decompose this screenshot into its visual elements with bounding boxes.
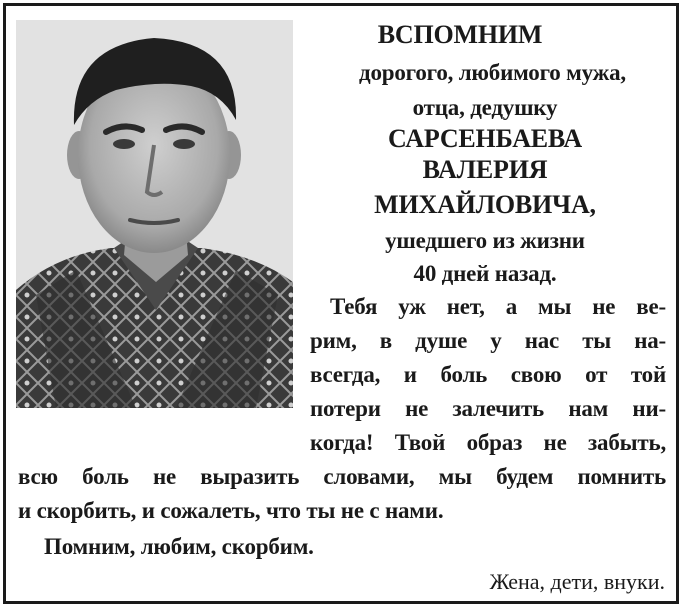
poem-line-7: и скорбить, и сожалеть, что ты не с нами. [18,498,444,523]
heading-line-7: ушедшего из жизни [385,228,585,253]
poem-line-2: рим, в душе у нас ты на- [310,328,666,353]
signature: Жена, дети, внуки. [489,569,665,594]
heading-line-1: ВСПОМНИМ [377,20,543,49]
poem-line-1: Тебя уж нет, а мы не ве- [330,294,666,319]
poem-line-5: когда! Твой образ не забыть, [310,430,666,455]
portrait-photo [16,20,293,408]
heading-line-8: 40 дней назад. [413,261,557,286]
deceased-surname: САРСЕНБАЕВА [387,124,583,153]
heading-line-2: дорогого, любимого мужа, [359,60,626,85]
deceased-first-name: ВАЛЕРИЯ [422,155,548,184]
poem-line-3: всегда, и боль свою от той [310,362,666,387]
heading-line-3: отца, дедушку [412,95,558,120]
closing-line: Помним, любим, скорбим. [44,534,314,559]
poem-line-4: потери не залечить нам ни- [310,396,666,421]
poem-line-6: всю боль не выразить словами, мы будем помнить [18,464,666,489]
deceased-patronymic: МИХАЙЛОВИЧА, [374,190,596,219]
portrait-image [16,20,293,408]
